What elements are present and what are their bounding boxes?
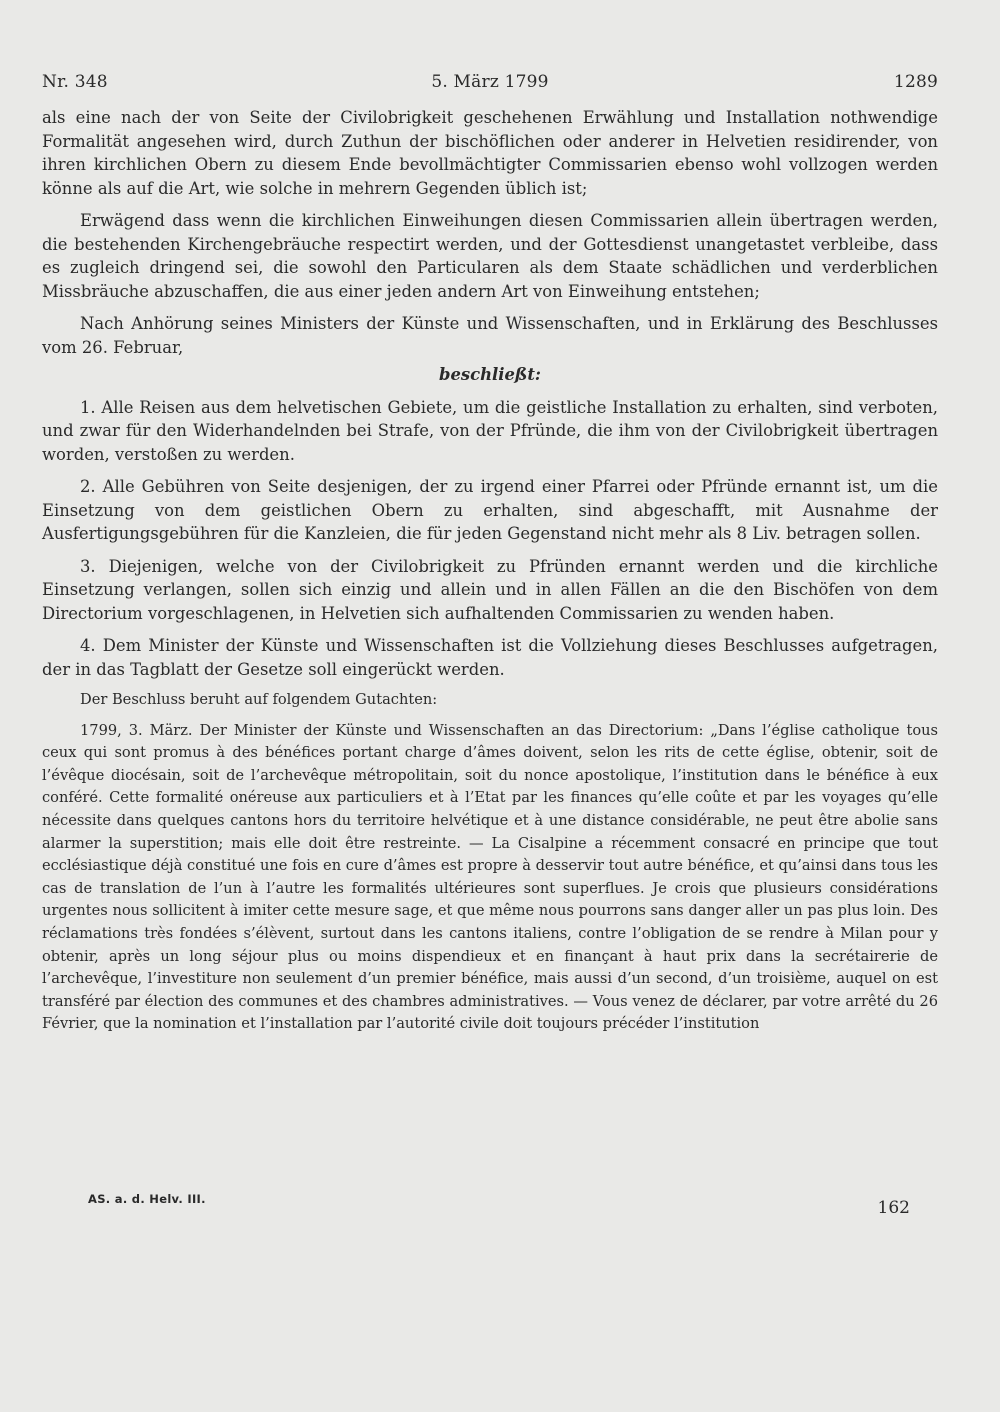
document-body <box>42 106 938 1036</box>
sheet-number: 162 <box>877 1198 910 1218</box>
opinion-section <box>42 689 938 1036</box>
document-number: Nr. 348 <box>42 72 108 92</box>
article-4: 4. Dem Minister der Künste und Wissenschaften ist die Vollziehung dieses Beschlusses aufgetragen, der in das Tagblatt der Gesetze soll eingerückt werden. <box>42 636 938 679</box>
paragraph-after-hearing: Nach Anhörung seines Ministers der Künste und Wissenschaften, und in Erklärung des Beschlusses vom 26. Februar, <box>42 314 938 357</box>
paragraph-continuation: als eine nach der von Seite der Civilobrigkeit geschehenen Erwählung und Installation nothwendige Formalität angesehen wird, durch Zuthun der bischöflichen oder anderer in Helvetien residirender, von ihren kirchlichen Obern zu diesem Ende bevollmächtigter Commissarien ebenso wohl vollzogen werden könne als auf die Art, wie solche in mehrern Gegenden üblich ist; <box>42 108 938 198</box>
page-number: 1289 <box>893 72 938 92</box>
header-date: 5. März 1799 <box>431 72 549 92</box>
signature-mark: AS. a. d. Helv. III. <box>88 1192 206 1206</box>
paragraph-considering: Erwägend dass wenn die kirchlichen Einweihungen diesen Commissarien allein übertragen werden, die bestehenden Kirchengebräuche respectirt werden, und der Gottesdienst unangetastet verbleibe, dass es zugleich dringend sei, die sowohl den Particularen als dem Staate schädlichen und verderblichen Missbräuche abzuschaffen, die aus einer jeden andern Art von Einweihung entstehen; <box>42 211 938 301</box>
opinion-intro: Der Beschluss beruht auf folgendem Gutachten: <box>80 691 438 708</box>
article-1: 1. Alle Reisen aus dem helvetischen Gebiete, um die geistliche Installation zu erhalten, sind verboten, und zwar für den Widerhandelnden bei Strafe, von der Pfründe, die ihm von der Civilobrigkeit übertragen worden, verstoßen zu werden. <box>42 397 938 464</box>
article-3: 3. Diejenigen, welche von der Civilobrigkeit zu Pfründen ernannt werden und die kirchliche Einsetzung verlangen, sollen sich einzig und allein und in allen Fällen an die den Bischöfen von dem Directorium vorgeschlagenen, in Helvetien sich aufhaltenden Commissarien zu wenden haben. <box>42 556 938 623</box>
opinion-text: 1799, 3. März. Der Minister der Künste und Wissenschaften an das Directorium: „Dans l’église catholique tous ceux qui sont promus à des bénéfices portant charge d’âmes doivent, selon les rits de cette église, obtenir, soit de l’évêque diocésain, soit de l’archevêque métropolitain, soit du nonce apostolique, l’institution dans le bénéfice à eux conféré. Cette formalité onéreuse aux particuliers et à l’Etat par les finances qu’elle coûte et par les voyages qu’elle nécessite dans quelques cantons hors du territoire helvétique et à une distance considérable, ne peut être abolie sans alarmer la superstition; mais elle doit être restreinte. — La Cisalpine a récemment consacré en principe que tout ecclésiastique déjà constitué une fois en cure d’âmes est propre à desservir tout autre bénéfice, et qu’ainsi dans tous les cas de translation de l’un à l’autre les formalités ultérieures sont superflues. Je crois que plusieurs considérations urgentes nous sollicitent à imiter cette mesure sage, et que même nous pourrons sans danger aller un pas plus loin. Des réclamations très fondées s’élèvent, surtout dans les cantons italiens, contre l’obligation de se rendre à Milan pour y obtenir, après un long séjour plus ou moins dispendieux et en finançant à haut prix dans la secrétairerie de l’archevêque, l’investiture non seulement d’un premier bénéfice, mais aussi d’un second, d’un troisième, auquel on est transféré par élection des communes et des chambres administratives. — Vous venez de déclarer, par votre arrêté du 26 Février, que la nomination et l’installation par l’autorité civile doit toujours précéder l’institution <box>42 721 938 1033</box>
article-2: 2. Alle Gebühren von Seite desjenigen, der zu irgend einer Pfarrei oder Pfründe ernannt ist, um die Einsetzung von dem geistlichen Obern zu erhalten, sind abgeschafft, mit Ausnahme der Ausfertigungsgebühren für die Kanzleien, die für jeden Gegenstand nicht mehr als 8 Liv. betragen sollen. <box>42 477 938 543</box>
page-header <box>42 72 938 106</box>
page-footer <box>88 1192 938 1218</box>
resolution-heading: beschließt: <box>439 365 541 384</box>
